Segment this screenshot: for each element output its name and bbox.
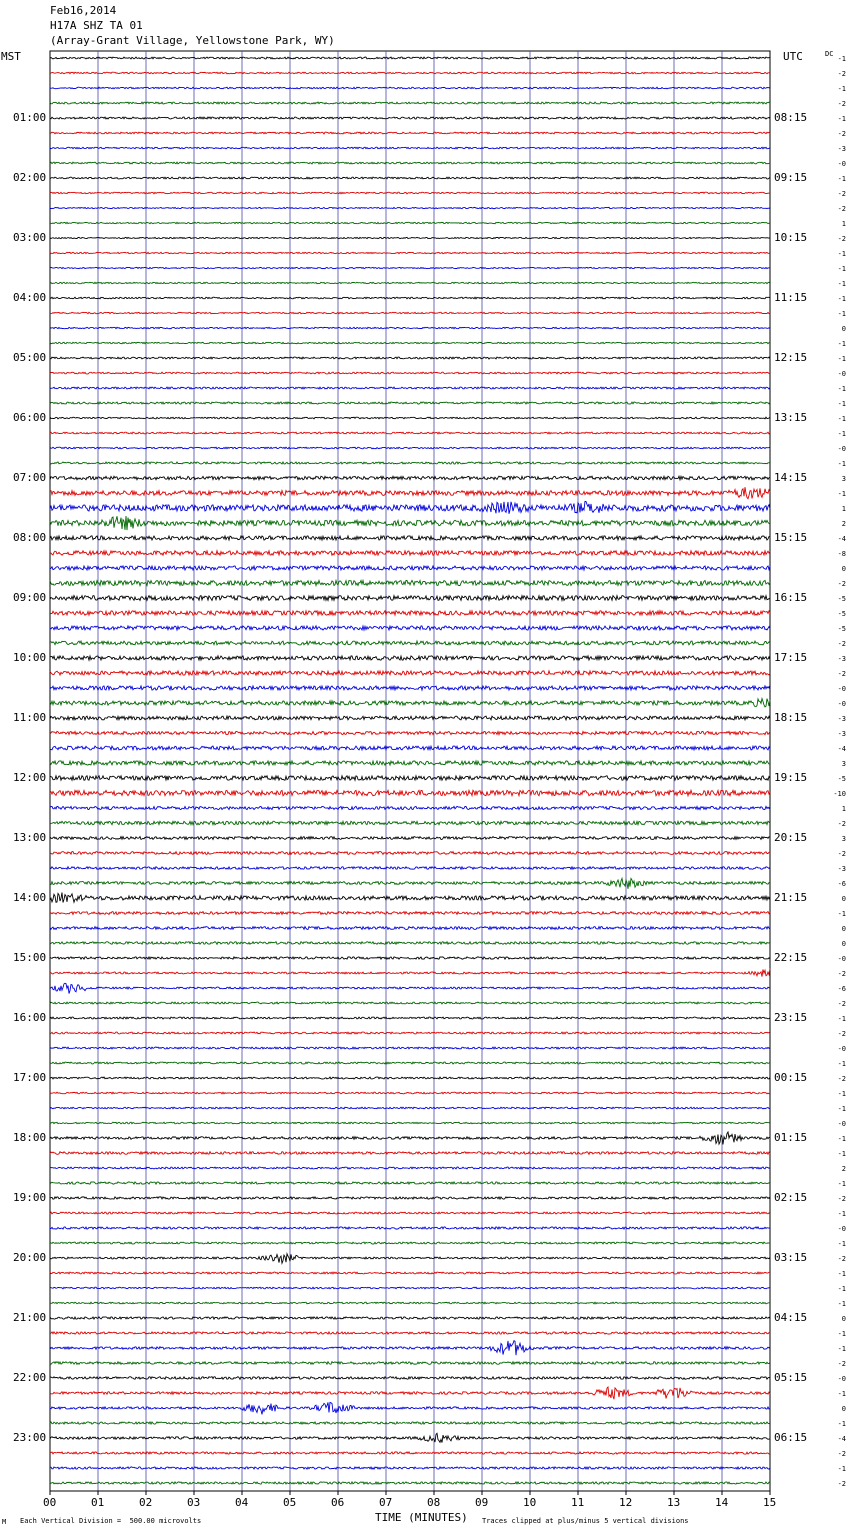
trace-line (50, 580, 770, 585)
trace-line (50, 776, 770, 780)
x-tick-label: 13 (667, 1496, 681, 1509)
left-hour-label: 04:00 (13, 291, 47, 304)
dc-offset-value: -10 (833, 790, 846, 798)
trace-line (50, 821, 770, 825)
trace-line (50, 501, 770, 513)
dc-offset-value: -0 (837, 955, 846, 963)
left-hour-label: 09:00 (13, 591, 47, 604)
dc-offset-value: -4 (837, 745, 846, 753)
right-hour-label: 04:15 (774, 1311, 808, 1324)
right-hour-label: 12:15 (774, 351, 808, 364)
trace-line (50, 1452, 770, 1454)
dc-offset-value: -4 (837, 1435, 846, 1443)
dc-offset-value: -2 (837, 70, 846, 78)
right-hour-label: 17:15 (774, 651, 808, 664)
dc-offset-value: -0 (837, 1225, 846, 1233)
dc-offset-value: -2 (837, 820, 846, 828)
dc-offset-value: -0 (837, 370, 846, 378)
right-hour-label: 19:15 (774, 771, 808, 784)
dc-offset-value: -1 (837, 430, 846, 438)
trace-line (50, 716, 770, 720)
dc-offset-value: -2 (837, 970, 846, 978)
trace-line (50, 192, 770, 194)
trace-line (50, 372, 770, 374)
trace-line (50, 671, 770, 675)
dc-offset-value: 0 (841, 1315, 846, 1323)
trace-line (50, 1152, 770, 1155)
plot-frame (50, 51, 770, 1491)
dc-offset-value: -2 (837, 670, 846, 678)
left-hour-label: 22:00 (13, 1371, 47, 1384)
left-hour-label: 08:00 (13, 531, 47, 544)
trace-line (50, 1017, 770, 1019)
dc-offset-value: 0 (841, 1405, 846, 1413)
dc-offset-value: -1 (837, 1015, 846, 1023)
trace-line (50, 297, 770, 299)
x-tick-label: 02 (139, 1496, 153, 1509)
dc-offset-value: -1 (837, 1090, 846, 1098)
clipping-note: Traces clipped at plus/minus 5 vertical divisions (482, 1517, 689, 1525)
trace-line (50, 878, 770, 888)
trace-line (50, 1242, 770, 1244)
dc-offset-value: -2 (837, 1450, 846, 1458)
dc-offset-value: -5 (837, 775, 846, 783)
right-hour-label: 23:15 (774, 1011, 808, 1024)
right-hour-label: 08:15 (774, 111, 808, 124)
trace-line (50, 969, 770, 977)
dc-offset-value: -3 (837, 715, 846, 723)
dc-offset-value: -1 (837, 175, 846, 183)
left-hour-label: 06:00 (13, 411, 47, 424)
dc-offset-value: 1 (841, 220, 846, 228)
trace-line (50, 1212, 770, 1214)
trace-line (50, 790, 770, 795)
left-hour-label: 16:00 (13, 1011, 47, 1024)
trace-line (50, 1032, 770, 1034)
trace-line (50, 699, 770, 707)
trace-line (50, 222, 770, 223)
trace-line (50, 237, 770, 238)
trace-line (50, 566, 770, 570)
station-location: (Array-Grant Village, Yellowstone Park, WY) (50, 34, 335, 47)
right-hour-label: 02:15 (774, 1191, 808, 1204)
right-hour-label: 01:15 (774, 1131, 808, 1144)
vertical-scale-note: Each Vertical Division = 500.00 microvolts (20, 1517, 202, 1525)
dc-offset-value: -0 (837, 160, 846, 168)
right-hour-label: 06:15 (774, 1431, 808, 1444)
right-hour-label: 20:15 (774, 831, 808, 844)
x-tick-label: 00 (43, 1496, 57, 1509)
trace-line (50, 1107, 770, 1109)
dc-offset-value: 0 (841, 325, 846, 333)
trace-line (50, 1122, 770, 1124)
dc-offset-value: -3 (837, 730, 846, 738)
x-tick-label: 01 (91, 1496, 105, 1509)
left-hour-label: 14:00 (13, 891, 47, 904)
dc-offset-value: -1 (837, 310, 846, 318)
trace-line (50, 641, 770, 645)
trace-line (50, 387, 770, 389)
dc-offset-value: -6 (837, 985, 846, 993)
dc-offset-value: -0 (837, 1120, 846, 1128)
trace-line (50, 867, 770, 870)
dc-offset-value: -1 (837, 1330, 846, 1338)
right-hour-label: 03:15 (774, 1251, 808, 1264)
dc-offset-value: -4 (837, 535, 846, 543)
trace-line (50, 1341, 770, 1356)
trace-line (50, 267, 770, 268)
left-hour-label: 05:00 (13, 351, 47, 364)
left-hour-label: 23:00 (13, 1431, 47, 1444)
trace-line (50, 1182, 770, 1184)
trace-line (50, 852, 770, 855)
dc-offset-value: -2 (837, 640, 846, 648)
dc-offset-value: -6 (837, 880, 846, 888)
dc-offset-value: -0 (837, 1045, 846, 1053)
trace-line (50, 731, 770, 734)
trace-line (50, 746, 770, 750)
trace-line (50, 1467, 770, 1469)
trace-line (50, 487, 770, 499)
dc-offset-value: -1 (837, 1240, 846, 1248)
left-hour-label: 10:00 (13, 651, 47, 664)
left-hour-label: 18:00 (13, 1131, 47, 1144)
trace-line (50, 1077, 770, 1079)
right-hour-label: 09:15 (774, 171, 808, 184)
dc-offset-value: -3 (837, 145, 846, 153)
trace-line (50, 1227, 770, 1229)
dc-offset-value: -1 (837, 415, 846, 423)
trace-line (50, 357, 770, 359)
left-hour-label: 03:00 (13, 231, 47, 244)
right-hour-label: 14:15 (774, 471, 808, 484)
trace-line (50, 147, 770, 149)
trace-line (50, 1047, 770, 1049)
trace-line (50, 1197, 770, 1199)
dc-offset-value: -1 (837, 1345, 846, 1353)
dc-offset-value: -1 (837, 55, 846, 63)
dc-offset-value: -1 (837, 265, 846, 273)
dc-offset-value: -0 (837, 700, 846, 708)
dc-offset-value: -2 (837, 1195, 846, 1203)
dc-offset-value: -1 (837, 1465, 846, 1473)
right-hour-label: 16:15 (774, 591, 808, 604)
dc-offset-value: -2 (837, 1000, 846, 1008)
trace-line (50, 806, 770, 809)
dc-offset-value: -1 (837, 1135, 846, 1143)
dc-offset-value: -2 (837, 1360, 846, 1368)
dc-offset-value: -1 (837, 355, 846, 363)
trace-line (50, 551, 770, 555)
trace-line (50, 1332, 770, 1334)
trace-line (50, 402, 770, 404)
dc-offset-value: -1 (837, 910, 846, 918)
trace-line (50, 1167, 770, 1169)
x-tick-label: 15 (763, 1496, 777, 1509)
dc-offset-value: -2 (837, 1075, 846, 1083)
left-hour-label: 15:00 (13, 951, 47, 964)
station-code: H17A SHZ TA 01 (50, 19, 143, 32)
trace-line (50, 162, 770, 164)
dc-offset-value: -0 (837, 685, 846, 693)
left-hour-label: 13:00 (13, 831, 47, 844)
dc-offset-value: 3 (841, 835, 846, 843)
right-hour-label: 15:15 (774, 531, 808, 544)
dc-offset-value: 0 (841, 940, 846, 948)
dc-offset-value: -1 (837, 295, 846, 303)
trace-line (50, 432, 770, 434)
trace-line (50, 177, 770, 179)
trace-line (50, 72, 770, 74)
dc-offset-value: -2 (837, 1255, 846, 1263)
right-hour-label: 18:15 (774, 711, 808, 724)
dc-offset-value: -1 (837, 85, 846, 93)
x-tick-label: 10 (523, 1496, 537, 1509)
dc-offset-value: -2 (837, 205, 846, 213)
x-axis-title: TIME (MINUTES) (375, 1511, 468, 1524)
dc-offset-value: -5 (837, 610, 846, 618)
dc-offset-value: 1 (841, 805, 846, 813)
x-tick-label: 08 (427, 1496, 441, 1509)
x-tick-label: 11 (571, 1496, 585, 1509)
dc-offset-value: -3 (837, 865, 846, 873)
trace-line (50, 1422, 770, 1424)
trace-line (50, 1362, 770, 1365)
trace-line (50, 611, 770, 615)
dc-offset-value: -1 (837, 1210, 846, 1218)
left-timezone-label: MST (1, 50, 21, 63)
left-hour-label: 12:00 (13, 771, 47, 784)
trace-line (50, 1482, 770, 1484)
dc-offset-value: -8 (837, 550, 846, 558)
trace-line (50, 942, 770, 945)
dc-offset-value: -1 (837, 460, 846, 468)
right-hour-label: 13:15 (774, 411, 808, 424)
x-tick-label: 07 (379, 1496, 393, 1509)
x-tick-label: 06 (331, 1496, 345, 1509)
dc-offset-value: -1 (837, 1420, 846, 1428)
trace-line (50, 626, 770, 630)
trace-line (50, 1272, 770, 1274)
right-hour-label: 11:15 (774, 291, 808, 304)
left-hour-label: 17:00 (13, 1071, 47, 1084)
trace-line (50, 1387, 770, 1399)
dc-offset-value: 1 (841, 505, 846, 513)
dc-offset-value: -2 (837, 100, 846, 108)
trace-line (50, 102, 770, 104)
dc-offset-value: 2 (841, 1165, 846, 1173)
trace-line (50, 87, 770, 89)
x-tick-label: 05 (283, 1496, 297, 1509)
x-tick-label: 09 (475, 1496, 489, 1509)
right-timezone-label: UTC (783, 50, 803, 63)
trace-line (50, 1062, 770, 1064)
left-hour-label: 02:00 (13, 171, 47, 184)
dc-offset-value: -1 (837, 1105, 846, 1113)
dc-offset-value: -2 (837, 1030, 846, 1038)
trace-line (50, 207, 770, 208)
trace-line (50, 686, 770, 690)
left-hour-label: 20:00 (13, 1251, 47, 1264)
trace-line (50, 282, 770, 283)
dc-offset-value: -1 (837, 115, 846, 123)
dc-offset-value: -0 (837, 445, 846, 453)
trace-line (50, 342, 770, 343)
dc-offset-value: -1 (837, 280, 846, 288)
dc-offset-value: 2 (841, 520, 846, 528)
dc-offset-value: 0 (841, 565, 846, 573)
x-tick-label: 03 (187, 1496, 201, 1509)
dc-offset-value: 0 (841, 895, 846, 903)
right-hour-label: 21:15 (774, 891, 808, 904)
trace-line (50, 983, 770, 993)
dc-offset-value: -2 (837, 235, 846, 243)
dc-offset-value: -1 (837, 490, 846, 498)
trace-line (50, 252, 770, 253)
trace-line (50, 1377, 770, 1380)
dc-offset-value: -1 (837, 250, 846, 258)
x-tick-label: 12 (619, 1496, 633, 1509)
trace-line (50, 912, 770, 915)
dc-offset-value: -1 (837, 1285, 846, 1293)
dc-offset-value: -5 (837, 625, 846, 633)
x-tick-label: 14 (715, 1496, 729, 1509)
trace-line (50, 893, 770, 903)
trace-line (50, 1002, 770, 1004)
dc-offset-value: -2 (837, 580, 846, 588)
trace-line (50, 761, 770, 765)
dc-offset-header: DC (825, 50, 834, 58)
trace-line (50, 312, 770, 313)
dc-offset-value: -1 (837, 1150, 846, 1158)
plot-date: Feb16,2014 (50, 4, 117, 17)
trace-line (50, 57, 770, 59)
trace-line (50, 1433, 770, 1442)
dc-offset-value: -1 (837, 385, 846, 393)
dc-offset-value: -0 (837, 1375, 846, 1383)
trace-line (50, 1302, 770, 1304)
dc-offset-value: -1 (837, 340, 846, 348)
trace-line (50, 516, 770, 530)
trace-line (50, 536, 770, 540)
right-hour-label: 05:15 (774, 1371, 808, 1384)
trace-line (50, 1287, 770, 1289)
right-hour-label: 10:15 (774, 231, 808, 244)
dc-offset-value: -1 (837, 1180, 846, 1188)
trace-line (50, 447, 770, 449)
right-hour-label: 00:15 (774, 1071, 808, 1084)
trace-line (50, 656, 770, 660)
right-hour-label: 22:15 (774, 951, 808, 964)
dc-offset-value: 3 (841, 760, 846, 768)
left-hour-label: 21:00 (13, 1311, 47, 1324)
trace-line (50, 596, 770, 601)
left-hour-label: 01:00 (13, 111, 47, 124)
left-hour-label: 11:00 (13, 711, 47, 724)
trace-line (50, 957, 770, 959)
dc-offset-value: -1 (837, 1060, 846, 1068)
dc-offset-value: -2 (837, 190, 846, 198)
x-tick-label: 04 (235, 1496, 249, 1509)
trace-line (50, 476, 770, 480)
dc-offset-value: 0 (841, 925, 846, 933)
trace-line (50, 132, 770, 134)
trace-line (50, 837, 770, 840)
trace-line (50, 117, 770, 119)
dc-offset-value: -1 (837, 1270, 846, 1278)
trace-line (50, 1132, 770, 1144)
dc-offset-value: 3 (841, 475, 846, 483)
trace-line (50, 417, 770, 419)
dc-offset-value: -2 (837, 850, 846, 858)
trace-line (50, 1092, 770, 1094)
trace-line (50, 1402, 770, 1414)
dc-offset-value: -1 (837, 1390, 846, 1398)
trace-line (50, 1317, 770, 1319)
dc-offset-value: -3 (837, 655, 846, 663)
dc-offset-value: -1 (837, 1300, 846, 1308)
trace-line (50, 327, 770, 328)
dc-offset-value: -2 (837, 1480, 846, 1488)
left-hour-label: 19:00 (13, 1191, 47, 1204)
left-hour-label: 07:00 (13, 471, 47, 484)
dc-offset-value: -2 (837, 130, 846, 138)
trace-line (50, 462, 770, 464)
trace-line (50, 927, 770, 930)
trace-line (50, 1254, 770, 1263)
footer-marker: M (2, 1518, 7, 1526)
dc-offset-value: -1 (837, 400, 846, 408)
dc-offset-value: -5 (837, 595, 846, 603)
